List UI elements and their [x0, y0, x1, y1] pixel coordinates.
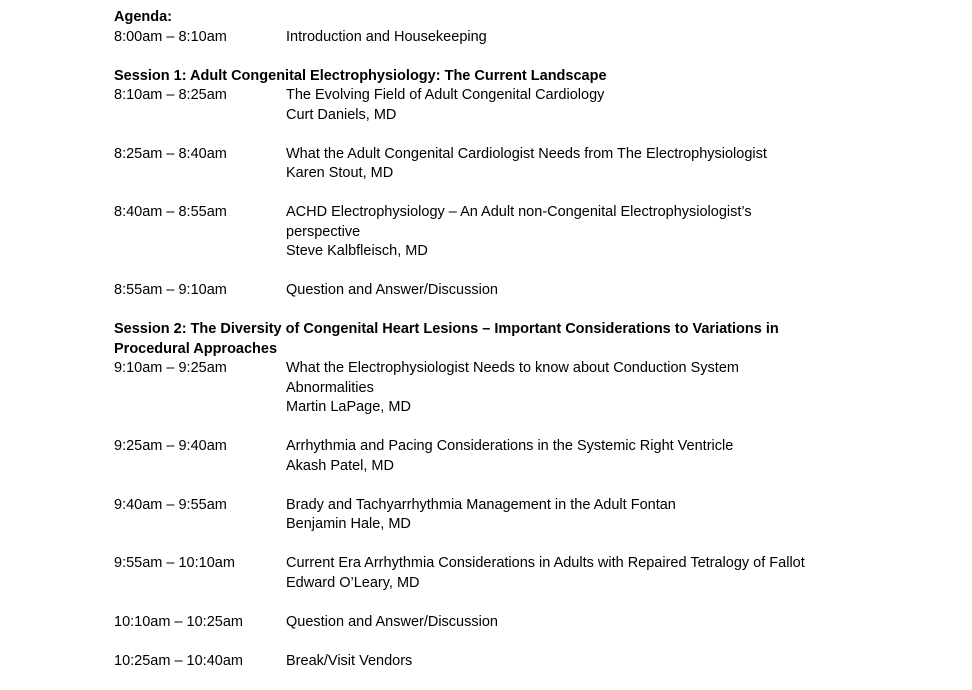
agenda-time: 9:25am – 9:40am — [114, 438, 227, 454]
agenda-description — [286, 359, 854, 418]
agenda-item — [114, 613, 854, 633]
agenda-description — [286, 203, 854, 262]
session-2-heading: Session 2: The Diversity of Congenital Heart Lesions – Important Considerations to Variations in — [114, 321, 779, 337]
session-1-heading: Session 1: Adult Congenital Electrophysiology: The Current Landscape — [114, 67, 607, 84]
agenda-document — [114, 8, 854, 671]
agenda-speaker: Akash Patel, MD — [286, 457, 394, 474]
agenda-description — [286, 281, 854, 301]
agenda-item — [114, 86, 854, 125]
agenda-title: The Evolving Field of Adult Congenital Cardiology — [286, 87, 605, 103]
session-2-heading-continued: Procedural Approaches — [114, 340, 278, 357]
agenda-time: 9:40am – 9:55am — [114, 496, 227, 513]
agenda-title: What the Electrophysiologist Needs to know about Conduction System — [286, 360, 739, 376]
agenda-time: 9:10am – 9:25am — [114, 360, 227, 376]
agenda-item-intro — [114, 28, 854, 48]
agenda-time: 8:00am – 8:10am — [114, 28, 227, 45]
agenda-item — [114, 554, 854, 593]
agenda-time: 8:40am – 8:55am — [114, 204, 227, 220]
agenda-time: 10:25am – 10:40am — [114, 652, 243, 669]
agenda-item — [114, 281, 854, 301]
agenda-item — [114, 359, 854, 418]
agenda-heading: Agenda: — [114, 9, 172, 25]
agenda-description — [286, 437, 854, 476]
agenda-item — [114, 496, 854, 535]
agenda-speaker: Martin LaPage, MD — [286, 399, 411, 415]
agenda-description — [286, 496, 854, 535]
agenda-time: 8:55am – 9:10am — [114, 282, 227, 298]
agenda-item — [114, 652, 854, 672]
agenda-item — [114, 145, 854, 184]
agenda-title: Brady and Tachyarrhythmia Management in the Adult Fontan — [286, 496, 676, 513]
agenda-title: ACHD Electrophysiology – An Adult non-Congenital Electrophysiologist’s — [286, 204, 752, 220]
agenda-description — [286, 145, 854, 184]
agenda-description — [286, 28, 854, 48]
agenda-item — [114, 203, 854, 262]
agenda-speaker: Steve Kalbfleisch, MD — [286, 243, 428, 259]
agenda-time: 9:55am – 10:10am — [114, 555, 235, 571]
agenda-item — [114, 437, 854, 476]
agenda-title-continued: Abnormalities — [286, 379, 374, 396]
agenda-speaker: Curt Daniels, MD — [286, 106, 397, 123]
agenda-title: Break/Visit Vendors — [286, 652, 413, 669]
agenda-title-continued: perspective — [286, 223, 361, 240]
agenda-title: Arrhythmia and Pacing Considerations in the Systemic Right Ventricle — [286, 438, 734, 454]
agenda-time: 10:10am – 10:25am — [114, 613, 243, 630]
agenda-description — [286, 86, 854, 125]
agenda-description — [286, 554, 854, 593]
agenda-time: 8:10am – 8:25am — [114, 87, 227, 103]
agenda-description — [286, 613, 854, 633]
agenda-title: What the Adult Congenital Cardiologist Needs from The Electrophysiologist — [286, 145, 767, 162]
agenda-title: Introduction and Housekeeping — [286, 28, 487, 45]
agenda-speaker: Edward O’Leary, MD — [286, 574, 420, 591]
agenda-speaker: Karen Stout, MD — [286, 165, 394, 181]
agenda-title: Current Era Arrhythmia Considerations in Adults with Repaired Tetralogy of Fallot — [286, 555, 805, 571]
agenda-title: Question and Answer/Discussion — [286, 613, 498, 630]
agenda-description — [286, 652, 854, 672]
agenda-time: 8:25am – 8:40am — [114, 145, 227, 162]
agenda-title: Question and Answer/Discussion — [286, 282, 498, 298]
agenda-speaker: Benjamin Hale, MD — [286, 516, 411, 532]
